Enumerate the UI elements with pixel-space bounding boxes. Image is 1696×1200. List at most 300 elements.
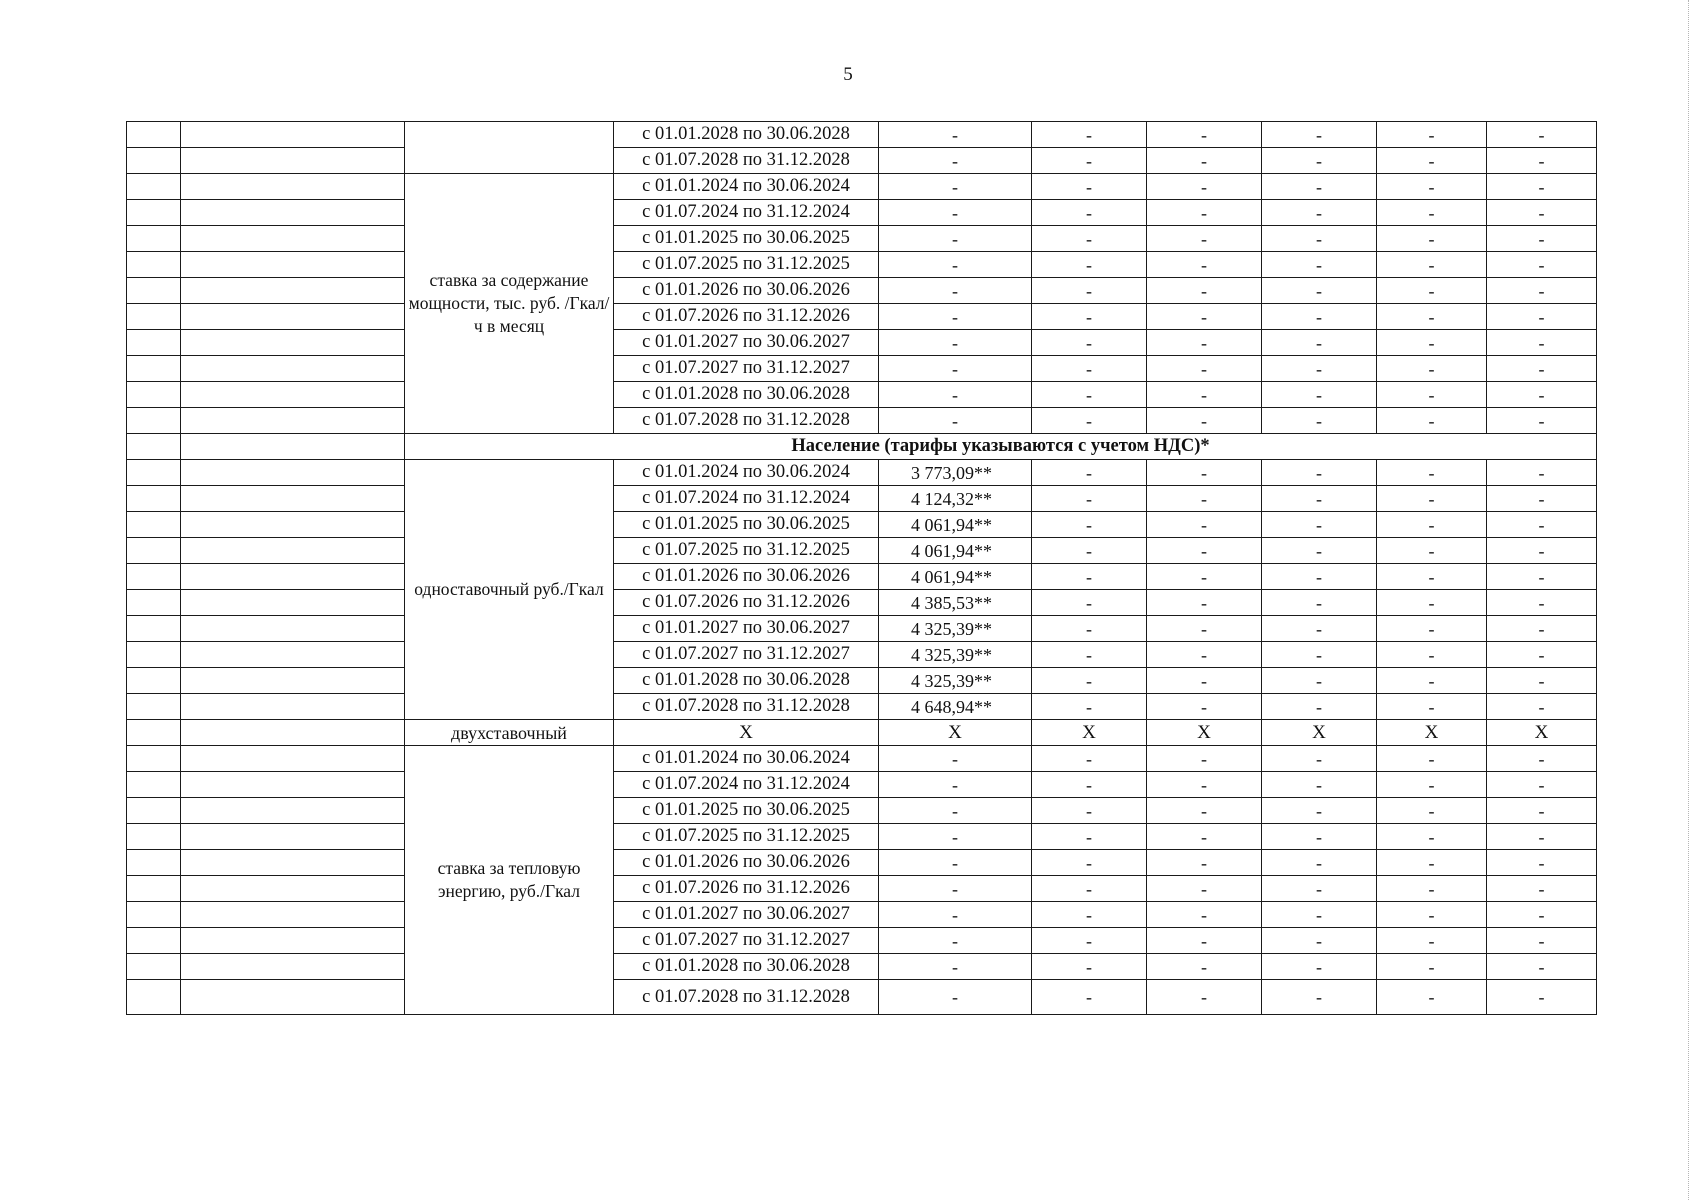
dash-cell: -	[1377, 564, 1487, 590]
dash-cell: -	[1487, 200, 1597, 226]
dash-cell: -	[1487, 382, 1597, 408]
dash-cell: -	[1377, 148, 1487, 174]
dash-cell: -	[1147, 850, 1262, 876]
dash-cell: -	[1377, 486, 1487, 512]
period-cell: с 01.07.2028 по 31.12.2028	[614, 408, 879, 434]
dash-cell: -	[1262, 460, 1377, 486]
dash-cell: -	[1032, 174, 1147, 200]
row-number-cell	[127, 148, 181, 174]
dash-cell: -	[1377, 616, 1487, 642]
scan-edge-line	[1688, 0, 1690, 1200]
dash-cell: -	[1032, 746, 1147, 772]
dash-cell: -	[1262, 850, 1377, 876]
row-number-cell	[127, 330, 181, 356]
row-number-cell	[127, 746, 181, 772]
row-name-cell	[181, 772, 405, 798]
period-cell: с 01.07.2028 по 31.12.2028	[614, 148, 879, 174]
dash-cell: -	[879, 954, 1032, 980]
dash-cell: -	[879, 902, 1032, 928]
tariff-value-cell: 3 773,09**	[879, 460, 1032, 486]
row-number-cell	[127, 668, 181, 694]
dash-cell: -	[1487, 252, 1597, 278]
dash-cell: -	[1032, 278, 1147, 304]
row-number-cell	[127, 278, 181, 304]
dash-cell: -	[1487, 356, 1597, 382]
dash-cell: -	[879, 252, 1032, 278]
period-cell: с 01.01.2028 по 30.06.2028	[614, 122, 879, 148]
row-name-cell	[181, 226, 405, 252]
table-row	[127, 746, 1597, 772]
table-row	[127, 564, 1597, 590]
row-number-cell	[127, 174, 181, 200]
dash-cell: -	[1377, 512, 1487, 538]
table-row	[127, 668, 1597, 694]
row-number-cell	[127, 486, 181, 512]
dash-cell: -	[1032, 850, 1147, 876]
dash-cell: -	[1147, 512, 1262, 538]
period-cell: с 01.01.2027 по 30.06.2027	[614, 616, 879, 642]
row-name-cell	[181, 902, 405, 928]
dash-cell: -	[1032, 798, 1147, 824]
heat-rate-label: ставка за тепловую энергию, руб./Гкал	[405, 746, 614, 1015]
row-name-cell	[181, 876, 405, 902]
x-mark-cell: X	[1487, 720, 1597, 746]
dash-cell: -	[1032, 590, 1147, 616]
dash-cell: -	[1377, 356, 1487, 382]
dash-cell: -	[1032, 304, 1147, 330]
row-name-cell	[181, 980, 405, 1015]
period-cell: с 01.01.2027 по 30.06.2027	[614, 902, 879, 928]
dash-cell: -	[1487, 980, 1597, 1015]
dash-cell: -	[1377, 200, 1487, 226]
tariff-value-cell: 4 648,94**	[879, 694, 1032, 720]
row-number-cell	[127, 200, 181, 226]
dash-cell: -	[1487, 122, 1597, 148]
tariff-value-cell: 4 061,94**	[879, 564, 1032, 590]
table-row	[127, 876, 1597, 902]
x-mark-cell: X	[1147, 720, 1262, 746]
table-row	[127, 408, 1597, 434]
dash-cell: -	[1032, 122, 1147, 148]
tariff-value-cell: 4 325,39**	[879, 642, 1032, 668]
dash-cell: -	[1487, 850, 1597, 876]
period-cell: с 01.07.2025 по 31.12.2025	[614, 538, 879, 564]
x-mark-cell: X	[1032, 720, 1147, 746]
table-row	[127, 122, 1597, 148]
tariff-value-cell: 4 061,94**	[879, 538, 1032, 564]
dash-cell: -	[1377, 668, 1487, 694]
period-cell: с 01.07.2024 по 31.12.2024	[614, 772, 879, 798]
dash-cell: -	[1377, 694, 1487, 720]
dash-cell: -	[879, 408, 1032, 434]
dash-cell: -	[1147, 902, 1262, 928]
row-name-cell	[181, 382, 405, 408]
dash-cell: -	[1487, 668, 1597, 694]
dash-cell: -	[879, 746, 1032, 772]
period-cell: с 01.01.2027 по 30.06.2027	[614, 330, 879, 356]
dash-cell: -	[1377, 538, 1487, 564]
dash-cell: -	[1487, 772, 1597, 798]
dash-cell: -	[1377, 772, 1487, 798]
table-row	[127, 616, 1597, 642]
row-name-cell	[181, 174, 405, 200]
table-row	[127, 434, 1597, 460]
table-row	[127, 772, 1597, 798]
row-name-cell	[181, 824, 405, 850]
dash-cell: -	[1032, 460, 1147, 486]
dash-cell: -	[879, 798, 1032, 824]
row-number-cell	[127, 304, 181, 330]
dash-cell: -	[1262, 902, 1377, 928]
table-row	[127, 460, 1597, 486]
period-cell: с 01.01.2024 по 30.06.2024	[614, 460, 879, 486]
row-number-cell	[127, 642, 181, 668]
period-cell: с 01.07.2025 по 31.12.2025	[614, 252, 879, 278]
table-row	[127, 642, 1597, 668]
row-number-cell	[127, 408, 181, 434]
row-number-cell	[127, 772, 181, 798]
dash-cell: -	[1032, 408, 1147, 434]
row-number-cell	[127, 902, 181, 928]
dash-cell: -	[1147, 564, 1262, 590]
table-row	[127, 538, 1597, 564]
dash-cell: -	[1147, 174, 1262, 200]
dash-cell: -	[1487, 616, 1597, 642]
table-row	[127, 486, 1597, 512]
period-cell: с 01.07.2024 по 31.12.2024	[614, 486, 879, 512]
dash-cell: -	[1262, 538, 1377, 564]
period-cell: с 01.01.2026 по 30.06.2026	[614, 850, 879, 876]
dash-cell: -	[1147, 980, 1262, 1015]
table-row	[127, 824, 1597, 850]
dash-cell: -	[1262, 772, 1377, 798]
dash-cell: -	[1377, 174, 1487, 200]
dash-cell: -	[1377, 850, 1487, 876]
dash-cell: -	[1377, 252, 1487, 278]
dash-cell: -	[1262, 746, 1377, 772]
dash-cell: -	[1487, 928, 1597, 954]
row-number-cell	[127, 590, 181, 616]
dash-cell: -	[1262, 148, 1377, 174]
period-cell: с 01.01.2024 по 30.06.2024	[614, 174, 879, 200]
row-name-cell	[181, 304, 405, 330]
dash-cell: -	[1487, 642, 1597, 668]
dash-cell: -	[1487, 174, 1597, 200]
dash-cell: -	[1032, 512, 1147, 538]
dash-cell: -	[1032, 668, 1147, 694]
dash-cell: -	[1262, 486, 1377, 512]
dash-cell: -	[1147, 330, 1262, 356]
dash-cell: -	[1487, 460, 1597, 486]
row-name-cell	[181, 252, 405, 278]
dash-cell: -	[1377, 798, 1487, 824]
dash-cell: -	[1032, 226, 1147, 252]
x-mark-cell: X	[1377, 720, 1487, 746]
dash-cell: -	[1032, 772, 1147, 798]
row-number-cell	[127, 434, 181, 460]
dash-cell: -	[1262, 252, 1377, 278]
page-number: 5	[843, 64, 853, 85]
dash-cell: -	[1032, 382, 1147, 408]
dash-cell: -	[1147, 590, 1262, 616]
dash-cell: -	[1147, 356, 1262, 382]
dash-cell: -	[879, 876, 1032, 902]
dash-cell: -	[1487, 694, 1597, 720]
row-name-cell	[181, 798, 405, 824]
dash-cell: -	[1487, 590, 1597, 616]
dash-cell: -	[1147, 252, 1262, 278]
row-number-cell	[127, 876, 181, 902]
period-cell: с 01.07.2024 по 31.12.2024	[614, 200, 879, 226]
row-number-cell	[127, 538, 181, 564]
row-name-cell	[181, 512, 405, 538]
row-name-cell	[181, 356, 405, 382]
period-cell: с 01.01.2025 по 30.06.2025	[614, 226, 879, 252]
dash-cell: -	[1377, 304, 1487, 330]
dash-cell: -	[1262, 928, 1377, 954]
row-name-cell	[181, 928, 405, 954]
row-name-cell	[181, 850, 405, 876]
dash-cell: -	[1377, 590, 1487, 616]
table-row	[127, 902, 1597, 928]
dash-cell: -	[1262, 980, 1377, 1015]
dash-cell: -	[879, 122, 1032, 148]
row-name-cell	[181, 564, 405, 590]
tariff-table	[126, 121, 1597, 1015]
table-row	[127, 798, 1597, 824]
table-row	[127, 174, 1597, 200]
dash-cell: -	[1262, 174, 1377, 200]
row-number-cell	[127, 954, 181, 980]
dash-cell: -	[1487, 408, 1597, 434]
period-cell: с 01.01.2025 по 30.06.2025	[614, 512, 879, 538]
row-name-cell	[181, 460, 405, 486]
dash-cell: -	[1147, 824, 1262, 850]
period-cell: с 01.07.2028 по 31.12.2028	[614, 980, 879, 1015]
dash-cell: -	[1032, 616, 1147, 642]
dash-cell: -	[1487, 902, 1597, 928]
dash-cell: -	[879, 772, 1032, 798]
row-name-cell	[181, 148, 405, 174]
dash-cell: -	[1487, 304, 1597, 330]
dash-cell: -	[1147, 382, 1262, 408]
dash-cell: -	[1487, 824, 1597, 850]
period-cell: с 01.07.2027 по 31.12.2027	[614, 356, 879, 382]
tariff-value-cell: 4 061,94**	[879, 512, 1032, 538]
dash-cell: -	[1147, 954, 1262, 980]
row-name-cell	[181, 278, 405, 304]
dash-cell: -	[1032, 694, 1147, 720]
row-name-cell	[181, 746, 405, 772]
dash-cell: -	[879, 382, 1032, 408]
row-number-cell	[127, 694, 181, 720]
row-number-cell	[127, 798, 181, 824]
table-row	[127, 278, 1597, 304]
row-number-cell	[127, 122, 181, 148]
dash-cell: -	[1377, 746, 1487, 772]
dash-cell: -	[1147, 694, 1262, 720]
period-cell: с 01.01.2028 по 30.06.2028	[614, 668, 879, 694]
dash-cell: -	[1032, 642, 1147, 668]
row-name-cell	[181, 642, 405, 668]
dash-cell: -	[1377, 876, 1487, 902]
dash-cell: -	[879, 330, 1032, 356]
dash-cell: -	[1147, 798, 1262, 824]
dash-cell: -	[1262, 512, 1377, 538]
row-number-cell	[127, 824, 181, 850]
dash-cell: -	[1262, 330, 1377, 356]
tariff-value-cell: 4 325,39**	[879, 616, 1032, 642]
table-row	[127, 512, 1597, 538]
row-name-cell	[181, 122, 405, 148]
dash-cell: -	[1147, 486, 1262, 512]
table-row	[127, 226, 1597, 252]
dash-cell: -	[1262, 616, 1377, 642]
row-number-cell	[127, 564, 181, 590]
rate-label-cell	[405, 122, 614, 174]
dash-cell: -	[1032, 148, 1147, 174]
period-cell: с 01.07.2027 по 31.12.2027	[614, 928, 879, 954]
dash-cell: -	[1032, 928, 1147, 954]
dash-cell: -	[1032, 876, 1147, 902]
dash-cell: -	[1032, 824, 1147, 850]
tariff-value-cell: 4 124,32**	[879, 486, 1032, 512]
dash-cell: -	[1032, 538, 1147, 564]
table-row	[127, 694, 1597, 720]
row-name-cell	[181, 668, 405, 694]
dash-cell: -	[1147, 122, 1262, 148]
table-row	[127, 304, 1597, 330]
dash-cell: -	[1147, 642, 1262, 668]
x-mark-cell: X	[614, 720, 879, 746]
dash-cell: -	[1377, 954, 1487, 980]
period-cell: с 01.07.2027 по 31.12.2027	[614, 642, 879, 668]
dash-cell: -	[1147, 304, 1262, 330]
dash-cell: -	[1147, 928, 1262, 954]
dash-cell: -	[879, 200, 1032, 226]
tariff-value-cell: 4 325,39**	[879, 668, 1032, 694]
dash-cell: -	[1377, 226, 1487, 252]
dash-cell: -	[1377, 382, 1487, 408]
row-name-cell	[181, 720, 405, 746]
dash-cell: -	[1377, 642, 1487, 668]
dash-cell: -	[1147, 408, 1262, 434]
dash-cell: -	[879, 356, 1032, 382]
dash-cell: -	[1147, 538, 1262, 564]
table-row	[127, 928, 1597, 954]
dash-cell: -	[1487, 330, 1597, 356]
dash-cell: -	[1147, 772, 1262, 798]
tariff-value-cell: 4 385,53**	[879, 590, 1032, 616]
dash-cell: -	[1262, 200, 1377, 226]
row-number-cell	[127, 928, 181, 954]
row-number-cell	[127, 252, 181, 278]
x-mark-cell: X	[879, 720, 1032, 746]
table-body	[127, 122, 1597, 1015]
two-rate-label: двухставочный	[405, 720, 614, 746]
dash-cell: -	[1032, 356, 1147, 382]
row-number-cell	[127, 382, 181, 408]
row-name-cell	[181, 538, 405, 564]
dash-cell: -	[1262, 356, 1377, 382]
period-cell: с 01.01.2024 по 30.06.2024	[614, 746, 879, 772]
table-row	[127, 252, 1597, 278]
dash-cell: -	[1377, 824, 1487, 850]
dash-cell: -	[1487, 876, 1597, 902]
table-row	[127, 954, 1597, 980]
table-row	[127, 850, 1597, 876]
dash-cell: -	[1262, 590, 1377, 616]
dash-cell: -	[879, 980, 1032, 1015]
table-row	[127, 590, 1597, 616]
dash-cell: -	[1032, 902, 1147, 928]
dash-cell: -	[1262, 954, 1377, 980]
dash-cell: -	[1147, 746, 1262, 772]
table-row	[127, 148, 1597, 174]
row-name-cell	[181, 616, 405, 642]
dash-cell: -	[1147, 226, 1262, 252]
dash-cell: -	[879, 304, 1032, 330]
dash-cell: -	[1377, 460, 1487, 486]
x-mark-cell: X	[1262, 720, 1377, 746]
dash-cell: -	[879, 278, 1032, 304]
dash-cell: -	[1377, 980, 1487, 1015]
period-cell: с 01.07.2026 по 31.12.2026	[614, 876, 879, 902]
row-name-cell	[181, 434, 405, 460]
dash-cell: -	[1262, 408, 1377, 434]
dash-cell: -	[1487, 226, 1597, 252]
row-number-cell	[127, 720, 181, 746]
dash-cell: -	[1032, 564, 1147, 590]
row-number-cell	[127, 226, 181, 252]
dash-cell: -	[879, 174, 1032, 200]
dash-cell: -	[1262, 304, 1377, 330]
single-rate-label: одноставочный руб./Гкал	[405, 460, 614, 720]
dash-cell: -	[1487, 148, 1597, 174]
period-cell: с 01.01.2026 по 30.06.2026	[614, 278, 879, 304]
dash-cell: -	[1377, 902, 1487, 928]
row-name-cell	[181, 330, 405, 356]
row-name-cell	[181, 486, 405, 512]
period-cell: с 01.01.2028 по 30.06.2028	[614, 382, 879, 408]
dash-cell: -	[1487, 746, 1597, 772]
row-name-cell	[181, 694, 405, 720]
section-title-population: Население (тарифы указываются с учетом НДС)*	[405, 434, 1597, 460]
dash-cell: -	[1032, 330, 1147, 356]
dash-cell: -	[879, 148, 1032, 174]
period-cell: с 01.01.2028 по 30.06.2028	[614, 954, 879, 980]
dash-cell: -	[1487, 512, 1597, 538]
dash-cell: -	[1262, 824, 1377, 850]
row-name-cell	[181, 408, 405, 434]
dash-cell: -	[1377, 278, 1487, 304]
dash-cell: -	[1487, 486, 1597, 512]
dash-cell: -	[879, 824, 1032, 850]
dash-cell: -	[1262, 798, 1377, 824]
table-row	[127, 356, 1597, 382]
dash-cell: -	[1032, 200, 1147, 226]
period-cell: с 01.07.2026 по 31.12.2026	[614, 304, 879, 330]
dash-cell: -	[1487, 798, 1597, 824]
dash-cell: -	[1262, 694, 1377, 720]
table-row	[127, 382, 1597, 408]
row-number-cell	[127, 356, 181, 382]
dash-cell: -	[1487, 954, 1597, 980]
dash-cell: -	[879, 928, 1032, 954]
dash-cell: -	[1032, 486, 1147, 512]
dash-cell: -	[1147, 668, 1262, 694]
dash-cell: -	[1377, 408, 1487, 434]
